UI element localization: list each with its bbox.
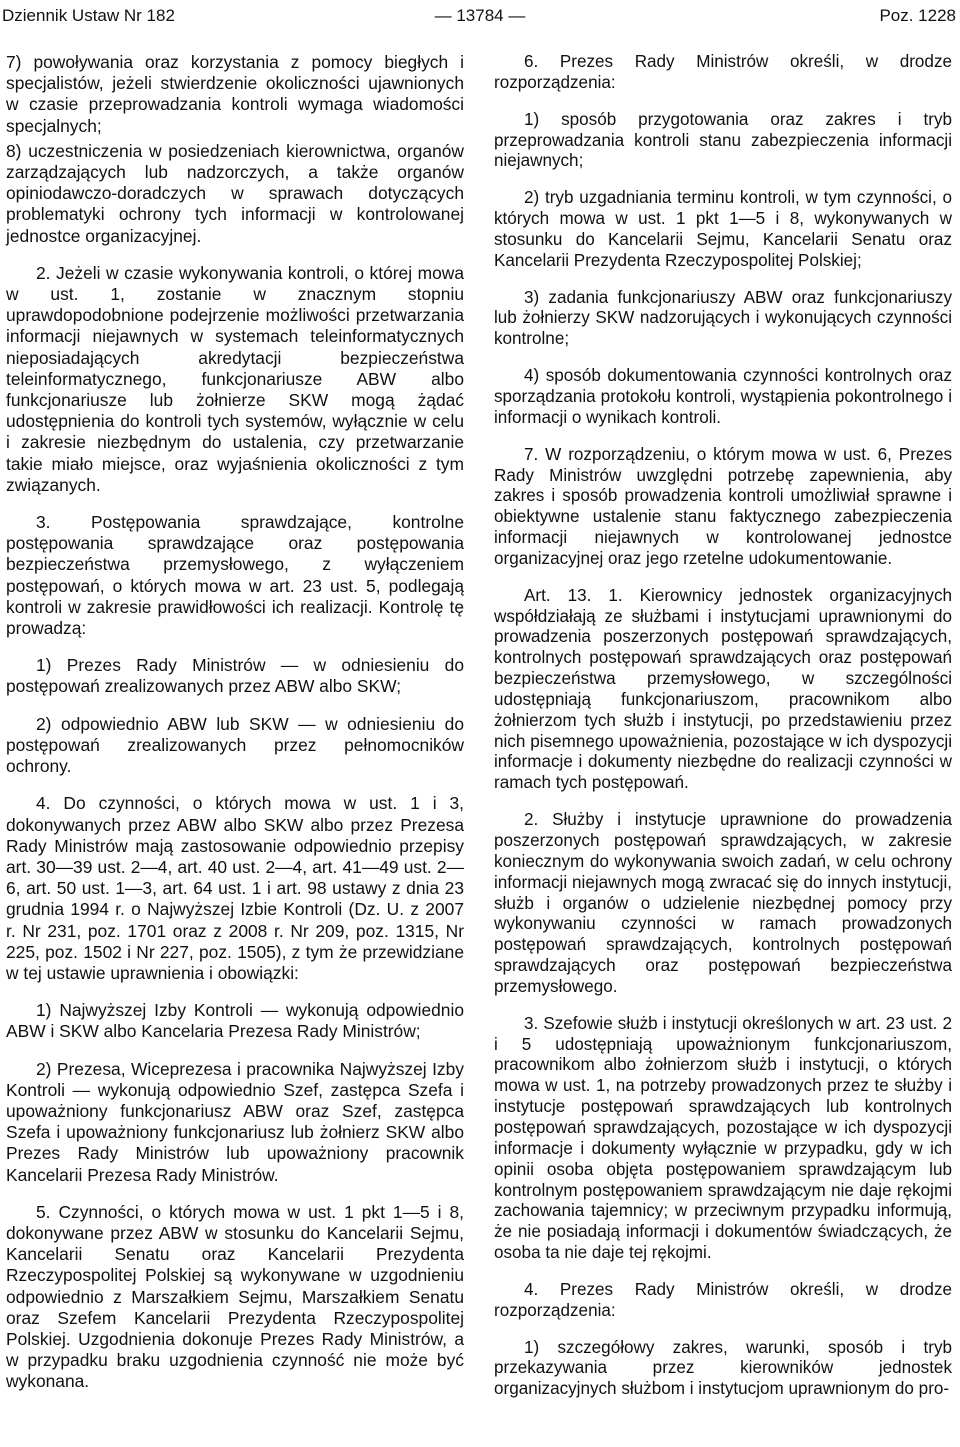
right-column	[494, 52, 952, 1416]
paragraph-6-item-3: 3) zadania funkcjonariuszy ABW oraz funkcjonariuszy lub żołnierzy SKW nadzorujących i wykonujących czynności kontrolne;	[494, 287, 952, 349]
position-number: Poz. 1228	[879, 6, 956, 25]
paragraph-6-item-4: 4) sposób dokumentowania czynności kontrolnych oraz sporządzania protokołu kontroli, wystąpienia pokontrolnego i informacji o wynikach kontroli.	[494, 366, 952, 427]
paragraph-3: 3. Postępowania sprawdzające, kontrolne postępowania sprawdzające oraz postępowania bezpieczeństwa przemysłowego, z wyłączeniem postępowań, o których mowa w art. 23 ust. 5, podlegają kontroli w zakresie prawidłowości ich realizacji. Kontrolę tę prowadzą:	[6, 512, 464, 639]
page-header	[0, 0, 960, 40]
paragraph-6-item-2: 2) tryb uzgadniania terminu kontroli, w tym czynności, o których mowa w ust. 1 pkt 1—5 i 8, wykonywanych w stosunku do Kancelarii Sejmu, Kancelarii Senatu oraz Kancelarii Prezydenta Rzeczypospolitej Polskiej;	[494, 188, 952, 270]
journal-title: Dziennik Ustaw Nr 182	[2, 6, 175, 25]
left-column	[6, 52, 464, 1409]
paragraph-7: 7. W rozporządzeniu, o którym mowa w ust. 6, Prezes Rady Ministrów uwzględni potrzebę zapewnienia, aby zakres i sposób prowadzenia kontroli umożliwiał sprawne i obiektywne ustalenie stanu faktycznego zabezpieczenia informacji niejawnych w kontrolowanej jednostce organizacyjnej oraz jego rzetelne udokumentowanie.	[494, 444, 952, 568]
paragraph-3-item-1: 1) Prezes Rady Ministrów — w odniesieniu do postępowań zrealizowanych przez ABW albo SKW;	[6, 655, 464, 697]
page-number: — 13784 —	[434, 6, 526, 25]
paragraph-6: 6. Prezes Rady Ministrów określi, w drodze rozporządzenia:	[494, 52, 952, 92]
paragraph-5: 5. Czynności, o których mowa w ust. 1 pkt 1—5 i 8, dokonywane przez ABW w stosunku do Kancelarii Sejmu, Kancelarii Senatu oraz Kancelarii Prezydenta Rzeczypospolitej Polskiej są wykonywane w uzgodnieniu odpowiednio z Marszałkiem Sejmu, Marszałkiem Senatu oraz Szefem Kancelarii Prezydenta Rzeczypospolitej Polskiej. Uzgodnienia dokonuje Prezes Rady Ministrów, a w przypadku braku uzgodnienia czynność nie może być wykonana.	[6, 1201, 464, 1392]
item-7: 7) powoływania oraz korzystania z pomocy biegłych i specjalistów, jeżeli stwierdzenie okoliczności ujawnionych w czasie przeprowadzania kontroli wymaga wiadomości specjalnych;	[6, 52, 464, 136]
article-13-paragraph-1: Art. 13. 1. Kierownicy jednostek organizacyjnych współdziałają ze służbami i instytucjami uprawnionymi do prowadzenia poszerzonych postępowań sprawdzających, kontrolnych postępowań sprawdzających oraz postępowań bezpieczeństwa przemysłowego, w szczególności udostępniają funkcjonariuszom, pracownikom albo żołnierzom tych służb i instytucji, po przedstawieniu przez nich pisemnego upoważnienia, pozostające w ich dyspozycji informacje i dokumenty niezbędne do realizacji czynności w ramach tych postępowań.	[494, 585, 952, 793]
article-13-paragraph-2: 2. Służby i instytucje uprawnione do prowadzenia poszerzonych postępowań sprawdzających, w zakresie koniecznym do wykonywania swoich zadań, w celu ochrony informacji niejawnych mogą zwracać się do innych instytucji, służb i organów o udzielenie niezbędnej pomocy przy wykonywaniu czynności w ramach prowadzonych postępowań sprawdzających, kontrolnych postępowań sprawdzających oraz postępowań bezpieczeństwa przemysłowego.	[494, 810, 952, 996]
paragraph-6-item-1: 1) sposób przygotowania oraz zakres i tryb przeprowadzania kontroli stanu zabezpieczenia informacji niejawnych;	[494, 109, 952, 171]
paragraph-4-item-2: 2) Prezesa, Wiceprezesa i pracownika Najwyższej Izby Kontroli — wykonują odpowiednio Szef, zastępca Szefa i upoważniony funkcjonariusz ABW oraz Szef, zastępca Szefa i upoważniony funkcjonariusz lub żołnierz SKW albo Prezes Rady Ministrów lub upoważniony pracownik Kancelarii Prezesa Rady Ministrów.	[6, 1058, 464, 1185]
paragraph-4: 4. Do czynności, o których mowa w ust. 1 i 3, dokonywanych przez ABW albo SKW albo przez Prezesa Rady Ministrów mają zastosowanie odpowiednio przepisy art. 30—39 ust. 2—4, art. 40 ust. 2—4, art. 41—49 ust. 2—6, art. 50 ust. 1—3, art. 64 ust. 1 i art. 98 ustawy z dnia 23 grudnia 1994 r. o Najwyższej Izbie Kontroli (Dz. U. z 2007 r. Nr 231, poz. 1701 oraz z 2008 r. Nr 209, poz. 1315, Nr 225, poz. 1502 i Nr 227, poz. 1505), z tym że przewidziane w tej ustawie uprawnienia i obowiązki:	[6, 793, 464, 983]
item-8: 8) uczestniczenia w posiedzeniach kierownictwa, organów zarządzających lub nadzorczych, a także organów opiniodawczo-doradczych w sprawach dotyczących problematyki ochrony tych informacji w kontrolowanej jednostce organizacyjnej.	[6, 140, 464, 246]
article-13-paragraph-4: 4. Prezes Rady Ministrów określi, w drodze rozporządzenia:	[494, 1279, 952, 1320]
paragraph-2: 2. Jeżeli w czasie wykonywania kontroli, o której mowa w ust. 1, zostanie w znacznym stopniu uprawdopodobnione podejrzenie możliwości przetwarzania informacji niejawnych w systemach teleinformatycznych nieposiadających akredytacji bezpieczeństwa teleinformatycznego, funkcjonariusze ABW albo funkcjonariusze lub żołnierze SKW mogą żądać udostępnienia do kontroli tych systemów, wyłącznie w celu i zakresie niezbędnym do ustalenia, czy przetwarzanie takie miało miejsce, oraz wyjaśnienia okoliczności z tym związanych.	[6, 262, 464, 495]
paragraph-4-item-1: 1) Najwyższej Izby Kontroli — wykonują odpowiednio ABW i SKW albo Kancelaria Prezesa Rady Ministrów;	[6, 1000, 464, 1042]
paragraph-3-item-2: 2) odpowiednio ABW lub SKW — w odniesieniu do postępowań zrealizowanych przez pełnomocników ochrony.	[6, 713, 464, 777]
article-13-paragraph-4-item-1: 1) szczegółowy zakres, warunki, sposób i tryb przekazywania przez kierowników jednostek organizacyjnych służbom i instytucjom uprawnionym do pro-	[494, 1337, 952, 1399]
article-13-paragraph-3: 3. Szefowie służb i instytucji określonych w art. 23 ust. 2 i 5 udostępniają upoważnionym funkcjonariuszom, pracownikom albo żołnierzom służb i instytucji, o których mowa w ust. 1, na potrzeby prowadzonych przez te służby i instytucje postępowań sprawdzających lub kontrolnych postępowań sprawdzających, pozostające w ich dyspozycji informacje i dokumenty wyłącznie w przypadku, gdy w ich opinii osoba objęta postępowaniem sprawdzającym lub kontrolnym postępowaniem sprawdzającym nie daje rękojmi zachowania tajemnicy; w przeciwnym przypadku informują, że nie posiadają informacji i dokumentów świadczących, że osoba ta nie daje tej rękojmi.	[494, 1013, 952, 1263]
